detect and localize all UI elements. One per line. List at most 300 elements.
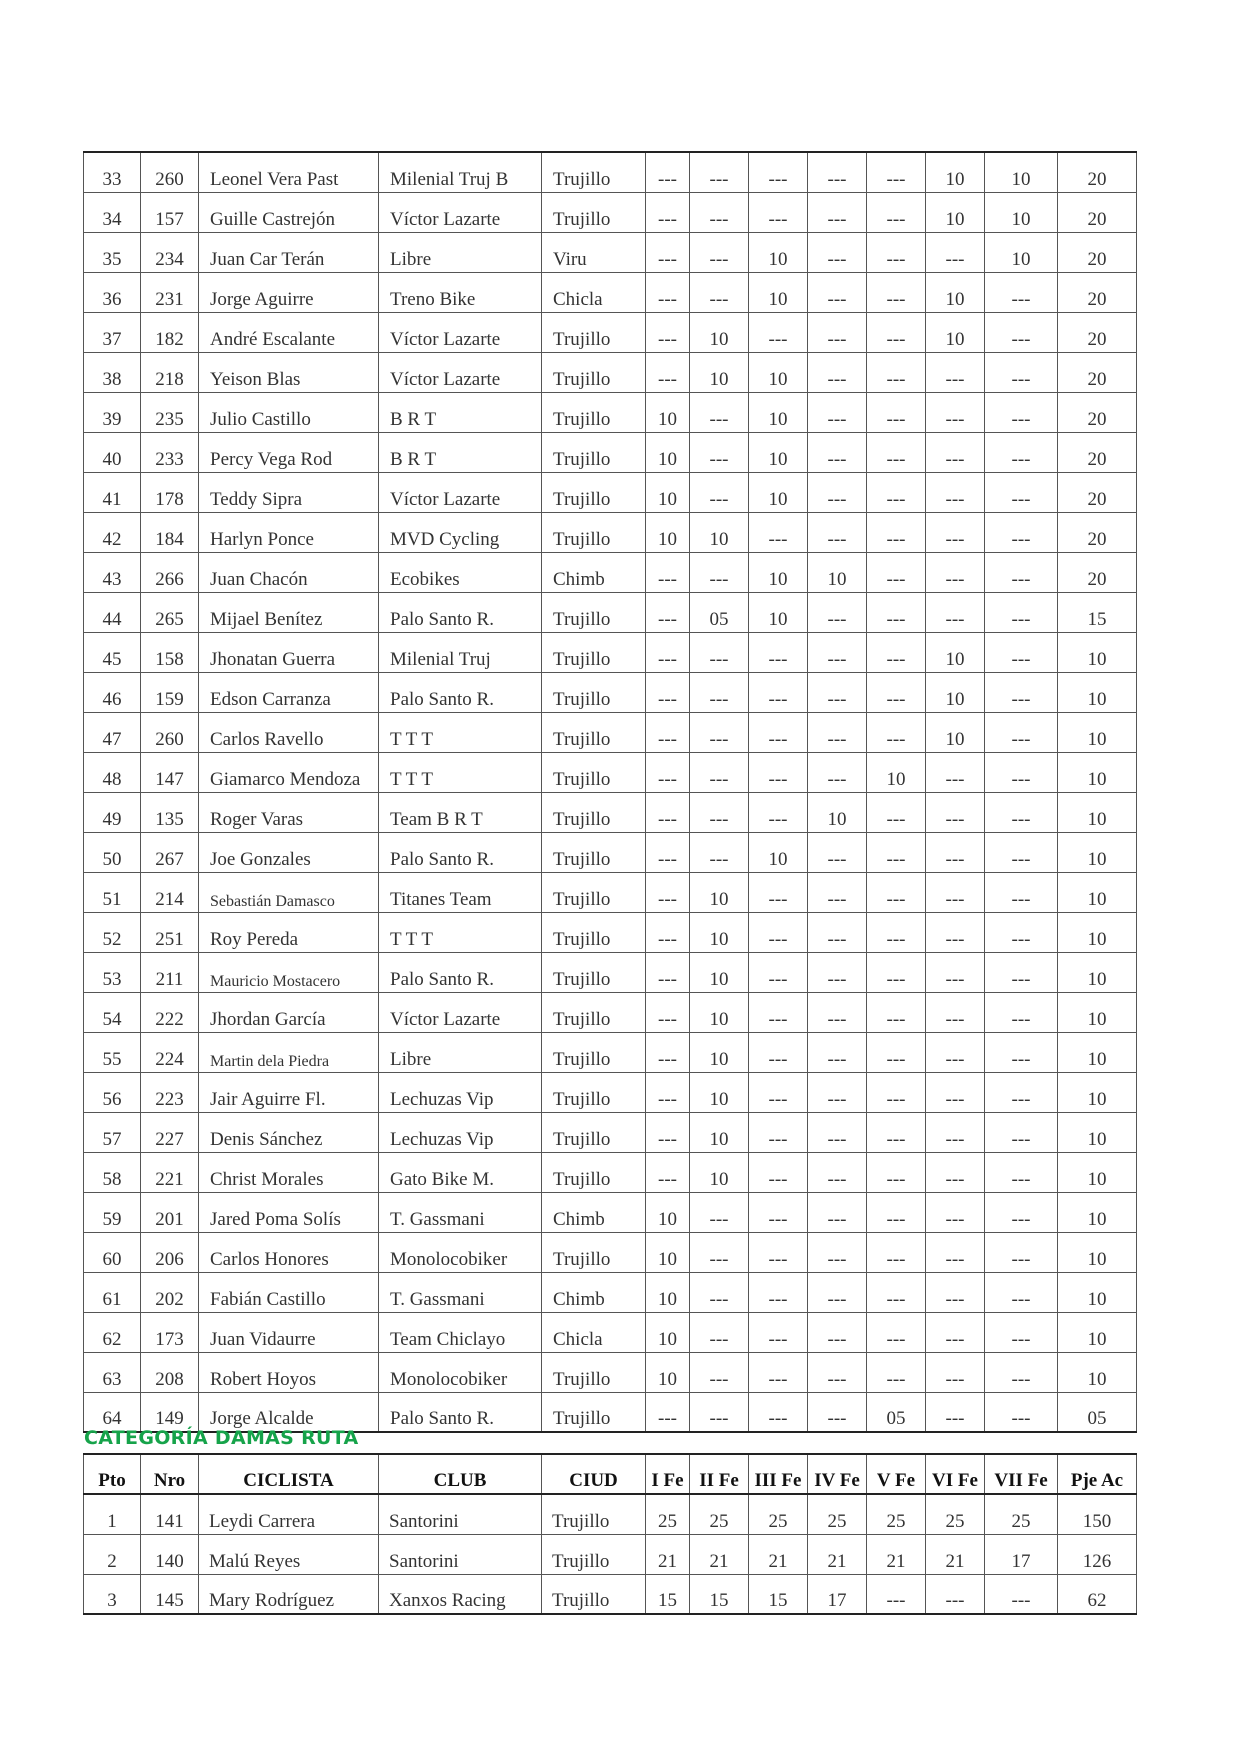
cell-fecha-4: 21 — [808, 1534, 867, 1574]
cell-fecha-2: --- — [690, 712, 749, 752]
cell-city: Trujillo — [542, 872, 646, 912]
cell-fecha-1: --- — [646, 712, 690, 752]
cell-fecha-4: --- — [808, 592, 867, 632]
cell-club: Víctor Lazarte — [379, 352, 542, 392]
cell-rider: Mauricio Mostacero — [199, 952, 379, 992]
cell-fecha-2: 10 — [690, 992, 749, 1032]
cell-fecha-7: --- — [985, 272, 1058, 312]
cell-fecha-3: --- — [749, 1352, 808, 1392]
table-row — [84, 152, 1137, 192]
cell-fecha-1: 10 — [646, 432, 690, 472]
cell-rider: Juan Car Terán — [199, 232, 379, 272]
cell-fecha-2: --- — [690, 192, 749, 232]
cell-position: 36 — [84, 272, 141, 312]
cell-fecha-1: --- — [646, 952, 690, 992]
cell-fecha-6: --- — [926, 392, 985, 432]
cell-number: 184 — [141, 512, 199, 552]
cell-total: 20 — [1058, 272, 1137, 312]
cell-fecha-5: --- — [867, 992, 926, 1032]
cell-rider: Denis Sánchez — [199, 1112, 379, 1152]
cell-fecha-4: --- — [808, 392, 867, 432]
cell-total: 15 — [1058, 592, 1137, 632]
cell-total: 10 — [1058, 1192, 1137, 1232]
table-row — [84, 992, 1137, 1032]
cell-rider: André Escalante — [199, 312, 379, 352]
cell-city: Trujillo — [542, 312, 646, 352]
cell-rider: Giamarco Mendoza — [199, 752, 379, 792]
cell-fecha-1: --- — [646, 792, 690, 832]
cell-fecha-4: --- — [808, 272, 867, 312]
cell-fecha-6: 10 — [926, 192, 985, 232]
cell-fecha-3: --- — [749, 672, 808, 712]
cell-fecha-4: --- — [808, 992, 867, 1032]
table-row — [84, 1392, 1137, 1432]
table-row — [84, 352, 1137, 392]
cell-total: 05 — [1058, 1392, 1137, 1432]
cell-fecha-5: --- — [867, 352, 926, 392]
table-row — [84, 792, 1137, 832]
cell-fecha-7: --- — [985, 1192, 1058, 1232]
table-row — [84, 232, 1137, 272]
cell-position: 42 — [84, 512, 141, 552]
cell-fecha-5: --- — [867, 872, 926, 912]
cell-fecha-6: --- — [926, 1312, 985, 1352]
cell-fecha-3: --- — [749, 1272, 808, 1312]
cell-city: Trujillo — [542, 912, 646, 952]
cell-fecha-5: --- — [867, 1032, 926, 1072]
cell-city: Trujillo — [542, 1494, 646, 1534]
cell-fecha-4: --- — [808, 1032, 867, 1072]
cell-fecha-6: --- — [926, 1392, 985, 1432]
cell-fecha-7: 25 — [985, 1494, 1058, 1534]
cell-fecha-5: --- — [867, 632, 926, 672]
cell-number: 182 — [141, 312, 199, 352]
cell-fecha-4: --- — [808, 232, 867, 272]
cell-fecha-4: --- — [808, 712, 867, 752]
cell-city: Trujillo — [542, 592, 646, 632]
cell-total: 20 — [1058, 192, 1137, 232]
cell-club: Santorini — [379, 1534, 542, 1574]
cell-fecha-2: --- — [690, 1232, 749, 1272]
cell-fecha-2: --- — [690, 792, 749, 832]
header-fecha-6: VI Fe — [926, 1454, 985, 1494]
cell-fecha-4: --- — [808, 312, 867, 352]
cell-fecha-5: 05 — [867, 1392, 926, 1432]
table-row — [84, 712, 1137, 752]
cell-fecha-1: --- — [646, 992, 690, 1032]
cell-fecha-6: --- — [926, 832, 985, 872]
cell-fecha-6: --- — [926, 352, 985, 392]
cell-fecha-2: --- — [690, 1272, 749, 1312]
cell-city: Trujillo — [542, 1534, 646, 1574]
cell-position: 34 — [84, 192, 141, 232]
cell-total: 10 — [1058, 1272, 1137, 1312]
table-row — [84, 912, 1137, 952]
table-row — [84, 472, 1137, 512]
cell-fecha-1: --- — [646, 832, 690, 872]
cell-rider: Carlos Honores — [199, 1232, 379, 1272]
cell-total: 20 — [1058, 352, 1137, 392]
cell-fecha-2: 25 — [690, 1494, 749, 1534]
cell-total: 10 — [1058, 672, 1137, 712]
cell-fecha-5: --- — [867, 152, 926, 192]
cell-total: 10 — [1058, 752, 1137, 792]
cell-fecha-1: 10 — [646, 1352, 690, 1392]
cell-fecha-3: --- — [749, 512, 808, 552]
cell-total: 150 — [1058, 1494, 1137, 1534]
header-fecha-3: III Fe — [749, 1454, 808, 1494]
cell-fecha-7: --- — [985, 1574, 1058, 1614]
table-row — [84, 512, 1137, 552]
cell-fecha-7: 17 — [985, 1534, 1058, 1574]
cell-fecha-7: --- — [985, 832, 1058, 872]
cell-number: 145 — [141, 1574, 199, 1614]
cell-fecha-7: --- — [985, 1272, 1058, 1312]
cell-city: Trujillo — [542, 712, 646, 752]
header-position: Pto — [84, 1454, 141, 1494]
cell-city: Chimb — [542, 552, 646, 592]
cell-city: Chicla — [542, 1312, 646, 1352]
cell-fecha-6: --- — [926, 432, 985, 472]
cell-city: Trujillo — [542, 832, 646, 872]
cell-number: 265 — [141, 592, 199, 632]
cell-city: Trujillo — [542, 432, 646, 472]
cell-city: Trujillo — [542, 152, 646, 192]
cell-city: Trujillo — [542, 192, 646, 232]
cell-fecha-5: 25 — [867, 1494, 926, 1534]
cell-fecha-6: --- — [926, 1272, 985, 1312]
cell-fecha-4: 17 — [808, 1574, 867, 1614]
table-row — [84, 1232, 1137, 1272]
cell-fecha-2: --- — [690, 272, 749, 312]
cell-fecha-7: --- — [985, 392, 1058, 432]
cell-fecha-1: --- — [646, 1112, 690, 1152]
cell-fecha-5: --- — [867, 472, 926, 512]
cell-fecha-2: 10 — [690, 872, 749, 912]
cell-number: 227 — [141, 1112, 199, 1152]
cell-number: 251 — [141, 912, 199, 952]
cell-total: 10 — [1058, 632, 1137, 672]
cell-fecha-2: --- — [690, 1192, 749, 1232]
cell-total: 20 — [1058, 312, 1137, 352]
cell-fecha-6: --- — [926, 1152, 985, 1192]
cell-number: 224 — [141, 1032, 199, 1072]
cell-fecha-1: --- — [646, 632, 690, 672]
cell-fecha-6: 21 — [926, 1534, 985, 1574]
cell-fecha-3: 10 — [749, 832, 808, 872]
cell-city: Trujillo — [542, 1574, 646, 1614]
cell-fecha-7: --- — [985, 1352, 1058, 1392]
cell-fecha-7: --- — [985, 632, 1058, 672]
cell-rider: Jared Poma Solís — [199, 1192, 379, 1232]
header-number: Nro — [141, 1454, 199, 1494]
cell-fecha-6: 25 — [926, 1494, 985, 1534]
cell-fecha-5: --- — [867, 952, 926, 992]
cell-total: 62 — [1058, 1574, 1137, 1614]
cell-city: Trujillo — [542, 752, 646, 792]
cell-fecha-7: --- — [985, 1072, 1058, 1112]
cell-position: 1 — [84, 1494, 141, 1534]
cell-fecha-1: --- — [646, 1072, 690, 1112]
cell-fecha-2: 15 — [690, 1574, 749, 1614]
cell-position: 62 — [84, 1312, 141, 1352]
table-row — [84, 272, 1137, 312]
cell-fecha-4: 10 — [808, 552, 867, 592]
cell-fecha-7: --- — [985, 712, 1058, 752]
cell-fecha-1: --- — [646, 312, 690, 352]
cell-city: Trujillo — [542, 512, 646, 552]
cell-club: Team B R T — [379, 792, 542, 832]
cell-fecha-3: --- — [749, 792, 808, 832]
cell-club: Team Chiclayo — [379, 1312, 542, 1352]
cell-club: T. Gassmani — [379, 1272, 542, 1312]
cell-number: 221 — [141, 1152, 199, 1192]
cell-fecha-5: --- — [867, 192, 926, 232]
cell-rider: Malú Reyes — [199, 1534, 379, 1574]
cell-club: B R T — [379, 392, 542, 432]
cell-fecha-4: --- — [808, 912, 867, 952]
cell-fecha-3: 10 — [749, 232, 808, 272]
cell-position: 60 — [84, 1232, 141, 1272]
cell-fecha-6: --- — [926, 1232, 985, 1272]
cell-position: 49 — [84, 792, 141, 832]
cell-fecha-5: --- — [867, 592, 926, 632]
cell-total: 10 — [1058, 952, 1137, 992]
cell-fecha-1: --- — [646, 232, 690, 272]
cell-fecha-4: --- — [808, 872, 867, 912]
cell-fecha-7: --- — [985, 792, 1058, 832]
cell-fecha-7: --- — [985, 992, 1058, 1032]
cell-position: 47 — [84, 712, 141, 752]
cell-fecha-3: --- — [749, 1232, 808, 1272]
cell-total: 20 — [1058, 152, 1137, 192]
cell-fecha-7: --- — [985, 472, 1058, 512]
cell-fecha-3: --- — [749, 312, 808, 352]
standings-table — [83, 151, 1137, 1433]
cell-fecha-4: --- — [808, 1072, 867, 1112]
cell-position: 50 — [84, 832, 141, 872]
cell-rider: Carlos Ravello — [199, 712, 379, 752]
cell-fecha-4: --- — [808, 352, 867, 392]
cell-number: 206 — [141, 1232, 199, 1272]
cell-fecha-7: 10 — [985, 152, 1058, 192]
cell-position: 40 — [84, 432, 141, 472]
cell-fecha-6: --- — [926, 752, 985, 792]
cell-number: 157 — [141, 192, 199, 232]
cell-total: 20 — [1058, 512, 1137, 552]
cell-fecha-3: --- — [749, 952, 808, 992]
cell-total: 10 — [1058, 1232, 1137, 1272]
cell-club: T T T — [379, 712, 542, 752]
cell-fecha-4: --- — [808, 432, 867, 472]
cell-rider: Jair Aguirre Fl. — [199, 1072, 379, 1112]
cell-fecha-6: --- — [926, 1192, 985, 1232]
cell-city: Trujillo — [542, 352, 646, 392]
cell-fecha-3: --- — [749, 1032, 808, 1072]
cell-position: 63 — [84, 1352, 141, 1392]
cell-position: 45 — [84, 632, 141, 672]
cell-number: 267 — [141, 832, 199, 872]
cell-fecha-7: --- — [985, 432, 1058, 472]
cell-fecha-6: 10 — [926, 712, 985, 752]
cell-total: 126 — [1058, 1534, 1137, 1574]
table-row — [84, 952, 1137, 992]
table-row — [84, 1072, 1137, 1112]
cell-fecha-3: 10 — [749, 592, 808, 632]
cell-rider: Jorge Aguirre — [199, 272, 379, 312]
cell-fecha-7: --- — [985, 1032, 1058, 1072]
cell-total: 10 — [1058, 1152, 1137, 1192]
cell-fecha-3: --- — [749, 912, 808, 952]
header-rider: CICLISTA — [199, 1454, 379, 1494]
cell-total: 10 — [1058, 872, 1137, 912]
cell-fecha-3: --- — [749, 192, 808, 232]
cell-fecha-6: --- — [926, 1032, 985, 1072]
cell-number: 149 — [141, 1392, 199, 1432]
cell-number: 178 — [141, 472, 199, 512]
cell-fecha-7: 10 — [985, 192, 1058, 232]
cell-fecha-3: --- — [749, 1152, 808, 1192]
cell-fecha-1: --- — [646, 912, 690, 952]
cell-total: 10 — [1058, 1312, 1137, 1352]
cell-number: 208 — [141, 1352, 199, 1392]
cell-position: 38 — [84, 352, 141, 392]
cell-city: Viru — [542, 232, 646, 272]
cell-city: Trujillo — [542, 632, 646, 672]
cell-club: Milenial Truj — [379, 632, 542, 672]
table-row — [84, 552, 1137, 592]
cell-club: T T T — [379, 912, 542, 952]
cell-fecha-5: --- — [867, 832, 926, 872]
category-title: CATEGORÍA DAMAS RUTA — [84, 1427, 359, 1449]
cell-club: Víctor Lazarte — [379, 312, 542, 352]
cell-fecha-2: 10 — [690, 1112, 749, 1152]
cell-rider: Mary Rodríguez — [199, 1574, 379, 1614]
cell-fecha-3: --- — [749, 712, 808, 752]
cell-rider: Roger Varas — [199, 792, 379, 832]
cell-fecha-2: 10 — [690, 512, 749, 552]
cell-fecha-3: 10 — [749, 552, 808, 592]
cell-fecha-5: --- — [867, 1232, 926, 1272]
header-city: CIUD — [542, 1454, 646, 1494]
cell-number: 266 — [141, 552, 199, 592]
cell-fecha-1: 10 — [646, 512, 690, 552]
cell-fecha-7: --- — [985, 312, 1058, 352]
cell-city: Trujillo — [542, 992, 646, 1032]
cell-fecha-6: --- — [926, 472, 985, 512]
cell-fecha-4: --- — [808, 952, 867, 992]
cell-number: 222 — [141, 992, 199, 1032]
table-row — [84, 1192, 1137, 1232]
cell-rider: Jhordan García — [199, 992, 379, 1032]
cell-rider: Guille Castrejón — [199, 192, 379, 232]
cell-club: Milenial Truj B — [379, 152, 542, 192]
cell-fecha-2: 10 — [690, 952, 749, 992]
cell-fecha-3: --- — [749, 1192, 808, 1232]
cell-fecha-3: --- — [749, 1312, 808, 1352]
cell-fecha-4: --- — [808, 1312, 867, 1352]
cell-fecha-6: --- — [926, 792, 985, 832]
cell-fecha-2: --- — [690, 1352, 749, 1392]
cell-city: Trujillo — [542, 792, 646, 832]
cell-position: 53 — [84, 952, 141, 992]
cell-fecha-6: --- — [926, 912, 985, 952]
cell-fecha-4: --- — [808, 1272, 867, 1312]
cell-fecha-3: --- — [749, 1072, 808, 1112]
cell-city: Trujillo — [542, 472, 646, 512]
damas-table — [83, 1453, 1137, 1615]
cell-position: 51 — [84, 872, 141, 912]
cell-fecha-3: 25 — [749, 1494, 808, 1534]
cell-position: 58 — [84, 1152, 141, 1192]
cell-club: Víctor Lazarte — [379, 992, 542, 1032]
cell-fecha-2: --- — [690, 232, 749, 272]
cell-position: 33 — [84, 152, 141, 192]
cell-fecha-1: 10 — [646, 1232, 690, 1272]
cell-fecha-4: 25 — [808, 1494, 867, 1534]
cell-fecha-2: --- — [690, 552, 749, 592]
cell-fecha-3: 10 — [749, 272, 808, 312]
cell-fecha-7: --- — [985, 752, 1058, 792]
cell-position: 46 — [84, 672, 141, 712]
cell-number: 223 — [141, 1072, 199, 1112]
cell-fecha-5: --- — [867, 1352, 926, 1392]
cell-fecha-4: --- — [808, 752, 867, 792]
cell-fecha-7: --- — [985, 952, 1058, 992]
cell-fecha-4: --- — [808, 192, 867, 232]
cell-total: 20 — [1058, 232, 1137, 272]
cell-fecha-2: --- — [690, 832, 749, 872]
table-row — [84, 872, 1137, 912]
cell-position: 61 — [84, 1272, 141, 1312]
cell-fecha-1: 10 — [646, 1272, 690, 1312]
cell-fecha-2: 10 — [690, 1032, 749, 1072]
cell-club: Xanxos Racing — [379, 1574, 542, 1614]
cell-fecha-4: --- — [808, 832, 867, 872]
cell-fecha-4: --- — [808, 1232, 867, 1272]
cell-fecha-2: --- — [690, 1312, 749, 1352]
cell-city: Trujillo — [542, 1112, 646, 1152]
cell-city: Trujillo — [542, 1152, 646, 1192]
cell-number: 140 — [141, 1534, 199, 1574]
cell-fecha-1: --- — [646, 592, 690, 632]
cell-position: 35 — [84, 232, 141, 272]
cell-fecha-1: --- — [646, 1152, 690, 1192]
cell-position: 39 — [84, 392, 141, 432]
cell-fecha-7: --- — [985, 592, 1058, 632]
cell-fecha-7: --- — [985, 1232, 1058, 1272]
cell-rider: Fabián Castillo — [199, 1272, 379, 1312]
cell-position: 52 — [84, 912, 141, 952]
cell-rider: Robert Hoyos — [199, 1352, 379, 1392]
table-row — [84, 752, 1137, 792]
cell-rider: Yeison Blas — [199, 352, 379, 392]
cell-fecha-3: 10 — [749, 432, 808, 472]
cell-total: 10 — [1058, 792, 1137, 832]
cell-total: 10 — [1058, 712, 1137, 752]
cell-fecha-6: --- — [926, 952, 985, 992]
cell-position: 54 — [84, 992, 141, 1032]
table-row — [84, 432, 1137, 472]
table-row — [84, 1494, 1137, 1534]
cell-city: Chimb — [542, 1192, 646, 1232]
table-row — [84, 1032, 1137, 1072]
cell-fecha-7: --- — [985, 1312, 1058, 1352]
cell-number: 233 — [141, 432, 199, 472]
cell-city: Trujillo — [542, 1352, 646, 1392]
cell-fecha-5: --- — [867, 672, 926, 712]
cell-fecha-1: 10 — [646, 472, 690, 512]
